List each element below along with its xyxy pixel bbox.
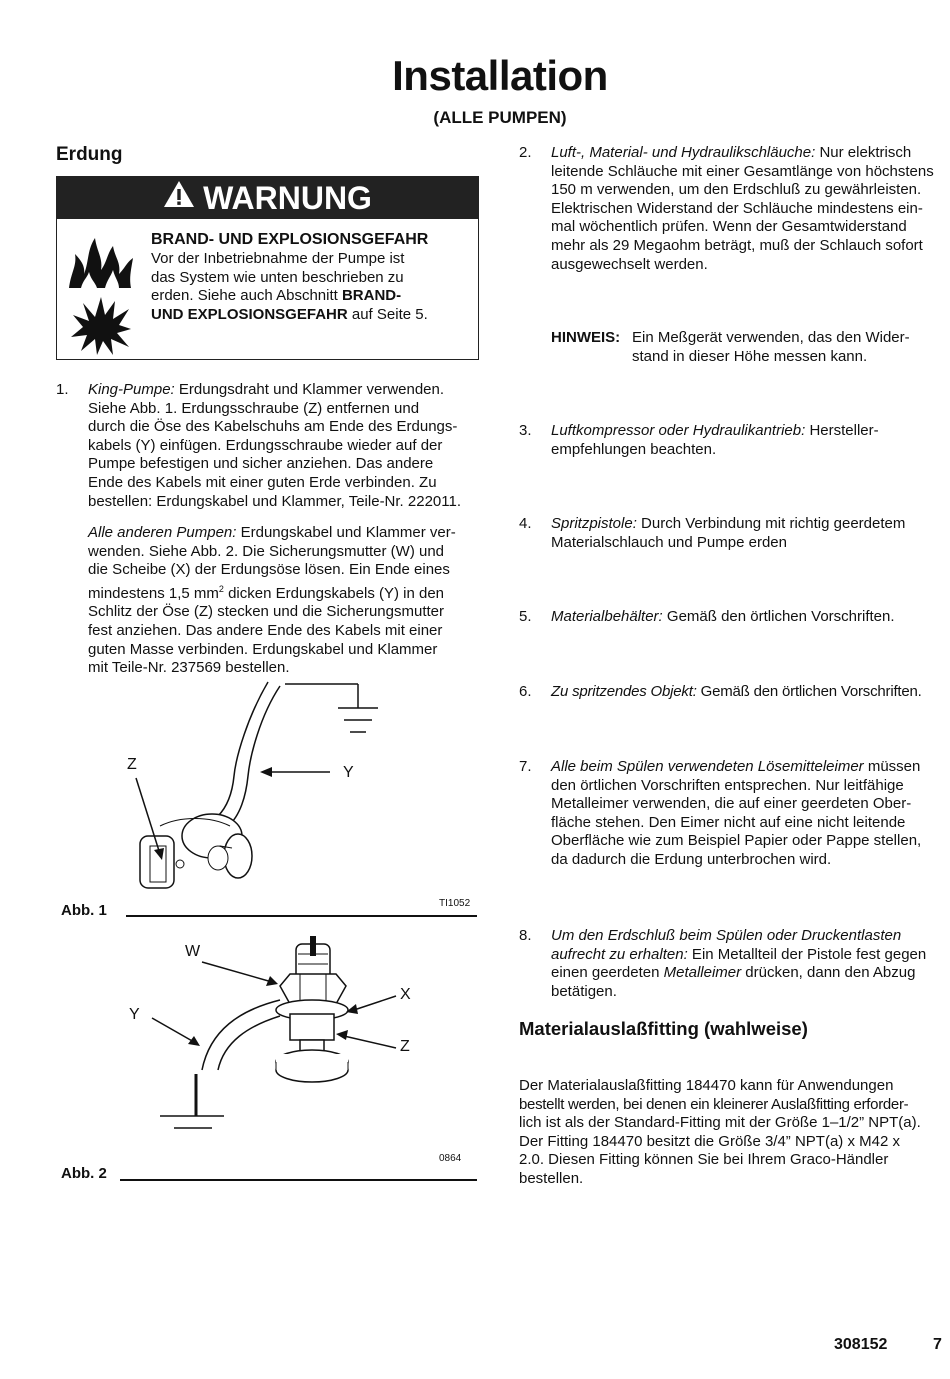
item-lead: Luft-, Material- und Hydraulikschläuche: [551, 144, 816, 161]
note-label: HINWEIS: [551, 329, 621, 346]
text-line: Gemäß den örtlichen Vorschriften. [696, 683, 922, 700]
text-line: drücken, dann den Abzug [741, 964, 916, 982]
text-line: Ende des Kabels mit einer guten Erde verbinden. Zu [88, 473, 437, 491]
list-item-container [551, 608, 946, 627]
text-line: Elektrischen Widerstand der Schläuche mindestens ein- [551, 199, 923, 217]
text-line: Erdungsdraht und Klammer verwenden. [174, 381, 445, 398]
warning-title: BRAND- UND EXPLOSIONSGEFAHR [151, 231, 429, 248]
warning-label: WARNUNG [203, 180, 372, 216]
figure-2-tag-z: Z [400, 1038, 410, 1055]
text-line: bestellt werden, bei denen ein kleinerer Auslaßfitting erforder- [519, 1095, 909, 1113]
page-number: 7 [933, 1336, 942, 1353]
list-item-other-pumps [88, 524, 480, 678]
list-number: 7. [519, 758, 532, 775]
list-item-buckets [551, 758, 946, 870]
list-number: 1. [56, 381, 69, 398]
text-line: bestellen: Erdungskabel und Klammer, Teile-Nr. 222011. [88, 492, 462, 510]
list-number: 8. [519, 927, 532, 944]
text-line: Siehe Abb. 1. Erdungsschraube (Z) entfernen und [88, 399, 420, 417]
fire-icon [67, 232, 137, 295]
item-lead: Um den Erdschluß beim Spülen oder Druckentlasten [551, 927, 902, 944]
figure-2-tag-w: W [185, 943, 201, 960]
fitting-paragraph [519, 1077, 947, 1189]
text-line: Ein Meßgerät verwenden, das den Wider- [632, 329, 910, 346]
text-line: den örtlichen Vorschriften entsprechen. Nur leitfähige [551, 776, 904, 794]
list-item-compressor [551, 422, 946, 459]
warning-text-line: erden. Siehe auch Abschnitt [151, 287, 342, 305]
text-line: kabels (Y) einfügen. Erdungsschraube wieder auf der [88, 436, 443, 454]
figure-1-label: Abb. 1 [61, 902, 107, 919]
text-line: Der Fitting 184470 besitzt die Größe 3/4” NPT(a) x M42 x [519, 1132, 900, 1150]
list-item-king-pump [88, 381, 480, 511]
superscript: 2 [218, 583, 224, 594]
item-lead: Zu spritzendes Objekt: [551, 683, 697, 700]
item-lead: Alle anderen Pumpen: [88, 524, 237, 541]
text-line: empfehlungen beachten. [551, 440, 717, 458]
list-number: 3. [519, 422, 532, 439]
text-line: guten Masse verbinden. Erdungskabel und Klammer [88, 640, 438, 658]
figure-2-code: 0864 [439, 1153, 462, 1164]
figure-1-rule [126, 915, 477, 917]
text-line: dicken Erdungskabels (Y) in den [223, 584, 445, 602]
item-lead: Luftkompressor oder Hydraulikantrieb: [551, 422, 806, 439]
section-title-erdung: Erdung [56, 144, 123, 165]
text-line: betätigen. [551, 982, 617, 1000]
list-number: 6. [519, 683, 532, 700]
text-line: Materialschlauch und Pumpe erden [551, 533, 787, 551]
text-line: Erdungskabel und Klammer ver- [236, 524, 456, 541]
text-line: da dadurch die Erdung unterbrochen wird. [551, 850, 832, 868]
list-item-hoses [551, 144, 946, 274]
warning-text-line: auf Seite 5. [347, 305, 428, 323]
text-line: durch die Öse des Kabelschuhs am Ende des Erdungs- [88, 418, 458, 436]
item-lead: Materialbehälter: [551, 608, 663, 625]
warning-triangle-icon [163, 176, 195, 219]
text-line: mindestens 1,5 mm [88, 584, 219, 602]
list-item-flushing [551, 927, 946, 1001]
text-line: mehr als 29 Megaohm beträgt, muß der Schlauch sofort [551, 236, 923, 254]
list-item-spray-gun [551, 515, 946, 552]
text-line: wenden. Siehe Abb. 2. Die Sicherungsmutter (W) und [88, 542, 445, 560]
page-subtitle: (ALLE PUMPEN) [433, 108, 567, 127]
warning-reference: BRAND- [341, 287, 402, 305]
text-line: Metalleimer verwenden, die auf einer geerdeten Ober- [551, 795, 912, 813]
item-lead: King-Pumpe: [88, 381, 175, 398]
warning-text [151, 250, 461, 324]
warning-reference: UND EXPLOSIONSGEFAHR [151, 305, 348, 323]
list-number: 2. [519, 144, 532, 161]
text-line: mit Teile-Nr. 237569 bestellen. [88, 659, 290, 677]
figure-2-tag-y: Y [129, 1006, 140, 1023]
figure-1-tag-z: Z [127, 756, 137, 773]
figure-1-code: TI1052 [439, 898, 471, 909]
text-line: ausgewechselt werden. [551, 255, 708, 273]
text-line: mal wöchentlich prüfen. Wenn der Gesamtwiderstand [551, 218, 907, 236]
item-lead: Spritzpistole: [551, 515, 637, 532]
list-item-object [551, 683, 946, 702]
section-title-fitting: Materialauslaßfitting (wahlweise) [519, 1018, 808, 1039]
figure-2-rule [120, 1179, 477, 1181]
doc-number: 308152 [834, 1336, 888, 1353]
figure-1-drawing [120, 676, 400, 911]
warning-text-line: Vor der Inbetriebnahme der Pumpe ist [151, 250, 405, 267]
figure-2-label: Abb. 2 [61, 1165, 107, 1182]
text-line: fläche stehen. Den Eimer nicht auf eine nicht leitende [551, 813, 906, 831]
item-lead: Alle beim Spülen verwendeten Lösemitteleimer [551, 758, 864, 775]
explosion-icon [69, 295, 133, 362]
text-line: Nur elektrisch [815, 144, 912, 161]
text-line: lich ist als der Standard-Fitting mit der Größe 1–1/2” NPT(a). [519, 1114, 921, 1132]
warning-header [57, 177, 478, 219]
text-line: Gemäß den örtlichen Vorschriften. [662, 608, 895, 625]
text-line: Schlitz der Öse (Z) stecken und die Sicherungsmutter [88, 603, 444, 621]
text-line: Der Materialauslaßfitting 184470 kann für Anwendungen [519, 1077, 894, 1094]
text-line: Pumpe befestigen und sicher anziehen. Das andere [88, 455, 434, 473]
warning-box [56, 176, 479, 360]
text-line: 2.0. Diesen Fitting können Sie bei Ihrem Graco-Händler [519, 1151, 889, 1169]
list-number: 5. [519, 608, 532, 625]
text-line: Oberfläche wie zum Beispiel Papier oder Pappe stellen, [551, 832, 922, 850]
text-line: müssen [863, 758, 921, 775]
text-line: Ein Metallteil der Pistole fest gegen [687, 945, 927, 963]
page-title: Installation [392, 52, 608, 99]
text-line: 150 m verwenden, um den Erdschluß zu gewährleisten. [551, 181, 922, 199]
text-line: Hersteller- [805, 422, 879, 439]
text-line: leitende Schläuche mit einer Gesamtlänge von höchstens [551, 162, 934, 180]
note-text [632, 329, 942, 366]
text-emphasis: Metalleimer [663, 964, 742, 982]
figure-1-tag-y: Y [343, 764, 354, 781]
text-line: einen geerdeten [551, 964, 664, 982]
text-line: fest anziehen. Das andere Ende des Kabels mit einer [88, 621, 443, 639]
figure-2-tag-x: X [400, 986, 411, 1003]
text-line: bestellen. [519, 1169, 584, 1187]
list-number: 4. [519, 515, 532, 532]
text-line: die Scheibe (X) der Erdungsöse lösen. Ein Ende eines [88, 561, 450, 579]
item-lead: aufrecht zu erhalten: [551, 945, 688, 963]
text-line: Durch Verbindung mit richtig geerdetem [636, 515, 906, 532]
text-line: stand in dieser Höhe messen kann. [632, 347, 868, 365]
warning-text-line: das System wie unten beschrieben zu [151, 268, 404, 286]
